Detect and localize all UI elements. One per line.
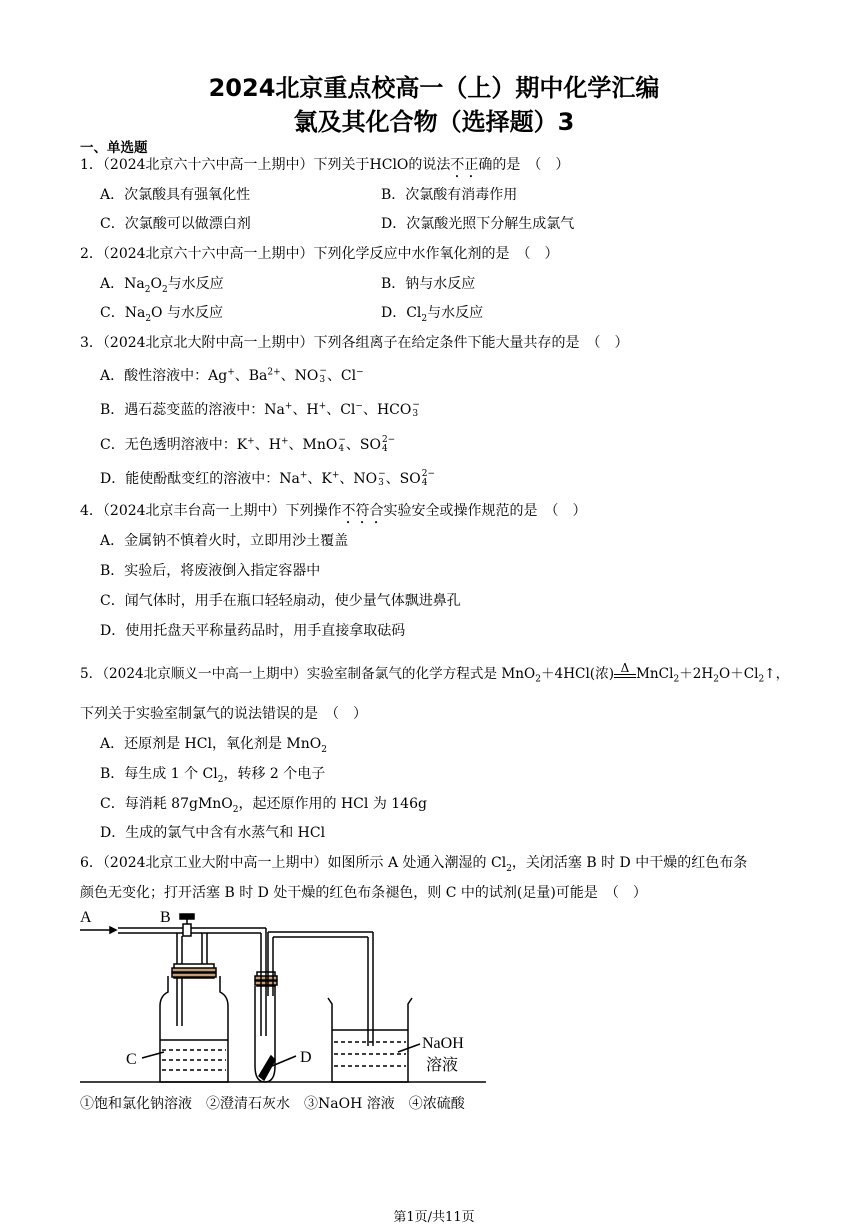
q5-option-c xyxy=(100,795,427,813)
q5a-text: A．还原剂是 HCl，氧化剂是 MnO xyxy=(100,736,322,752)
q3-option-b xyxy=(100,401,420,419)
q3a-index3: 3 xyxy=(319,375,326,385)
q3b-text: B．遇石蕊变蓝的溶液中：Na xyxy=(100,402,285,418)
q3c-ion2: 、H xyxy=(254,437,281,453)
q1-option-d: D．次氯酸光照下分解生成氯气 xyxy=(381,216,575,232)
q2-option-c xyxy=(100,304,223,322)
q2c-text: C．Na xyxy=(100,305,146,321)
q2a-sub2: 2 xyxy=(161,284,168,295)
q5-option-b xyxy=(100,765,325,783)
q5a-sub: 2 xyxy=(321,744,327,755)
q2d-sub: 2 xyxy=(421,313,428,324)
q5b-end: ，转移 2 个电子 xyxy=(223,766,326,782)
q3d-subsup4 xyxy=(422,470,435,488)
q3c-ion3: 、MnO xyxy=(288,437,338,453)
q1-option-a: A．次氯酸具有强氧化性 xyxy=(100,187,251,203)
q3b-charge3: − xyxy=(355,401,363,412)
q3-option-c xyxy=(100,436,395,454)
q4-stem-text: 4．（2024北京丰台高一上期中）下列操作 xyxy=(80,503,342,519)
q4-option-b: B．实验后，将废液倒入指定容器中 xyxy=(100,563,321,579)
q2-option-a xyxy=(100,275,224,293)
stopcock-b xyxy=(183,924,191,936)
q2-option-b: B．钠与水反应 xyxy=(381,276,476,292)
q3a-ion3: 、NO xyxy=(280,368,319,384)
q3d-text: D．能使酚酞变红的溶液中：Na xyxy=(100,471,300,487)
stopcock-handle xyxy=(180,914,194,919)
q3a-subsup3 xyxy=(319,367,327,385)
q3b-subsup4 xyxy=(412,401,420,419)
q3b-index4: 3 xyxy=(412,409,419,419)
q5-option-d: D．生成的氯气中含有水蒸气和 HCl xyxy=(100,825,326,841)
q5c-text: C．每消耗 87gMnO xyxy=(100,796,233,812)
q2a-sub1: 2 xyxy=(144,284,151,295)
q3d-ion4: 、SO xyxy=(385,471,421,487)
q2c-end: O 与水反应 xyxy=(151,305,223,321)
q3c-index4: 4 xyxy=(381,444,388,454)
q3c-text: C．无色透明溶液中：K xyxy=(100,437,248,453)
q2-option-d xyxy=(381,304,483,322)
q5-product1: MnCl xyxy=(636,666,674,682)
q1-stem-text: 1．（2024北京六十六中高一上期中）下列关于HClO的说法 xyxy=(80,157,451,173)
q3d-index4: 4 xyxy=(421,478,428,488)
q3-option-d xyxy=(100,470,435,488)
question-3-stem: 3．（2024北京北大附中高一上期中）下列各组离子在给定条件下能大量共存的是 （ ） xyxy=(80,335,629,351)
q4-option-c: C．闻气体时，用手在瓶口轻轻扇动，使少量气体飘进鼻孔 xyxy=(100,593,461,609)
q3d-charge2: + xyxy=(331,470,340,481)
question-5-stem-2: 下列关于实验室制氯气的说法错误的是 （ ） xyxy=(80,706,367,722)
q3b-charge1: + xyxy=(284,401,293,412)
label-b: B xyxy=(160,909,171,926)
question-6-stem xyxy=(80,854,747,872)
q3c-charge3: − xyxy=(338,435,346,445)
label-c: C xyxy=(126,1051,137,1068)
q5-stem-text: 5．（2024北京顺义一中高一上期中）实验室制备氯气的化学方程式是 MnO xyxy=(80,666,536,682)
question-6-stem-2: 颜色无变化；打开活塞 B 时 D 处干燥的红色布条褪色，则 C 中的试剂(足量)可能是 （ ） xyxy=(80,885,647,901)
q3d-charge3: − xyxy=(378,469,386,479)
q6-stem-end: ，关闭活塞 B 时 D 中干燥的红色布条 xyxy=(511,855,748,871)
q3c-ion4: 、SO xyxy=(345,437,381,453)
label-naoh: NaOH xyxy=(422,1035,464,1052)
q2c-sub: 2 xyxy=(145,313,152,324)
q5c-end: ，起还原作用的 HCl 为 146g xyxy=(238,796,427,812)
q2d-end: 与水反应 xyxy=(427,305,484,321)
page-footer: 第1页/共11页 xyxy=(393,1210,475,1225)
q3a-charge1: + xyxy=(227,367,235,378)
q3a-text: A．酸性溶液中：Ag xyxy=(100,368,228,384)
gas-bottle xyxy=(160,976,228,1082)
q3b-ion2: 、H xyxy=(292,402,319,418)
q2a-end: 与水反应 xyxy=(167,276,224,292)
q3c-subsup4 xyxy=(382,436,395,454)
q5c-sub: 2 xyxy=(232,804,239,815)
q2a-text: A．Na xyxy=(100,276,145,292)
question-4-stem xyxy=(80,502,587,527)
q3c-index3: 4 xyxy=(338,444,345,454)
q3c-subsup3 xyxy=(338,436,346,454)
q3b-ion4: 、HCO xyxy=(362,402,412,418)
q2d-text: D．Cl xyxy=(381,305,422,321)
q5b-text: B．每生成 1 个 Cl xyxy=(100,766,218,782)
q3b-charge2: + xyxy=(318,401,327,412)
q6-choices: ①饱和氯化钠溶液 ②澄清石灰水 ③NaOH 溶液 ④浓硫酸 xyxy=(80,1096,465,1112)
q5b-sub: 2 xyxy=(217,774,224,785)
q5-heat-symbol: Δ xyxy=(620,661,630,675)
q1-option-c: C．次氯酸可以做漂白剂 xyxy=(100,216,251,232)
q3a-charge3: − xyxy=(319,366,327,376)
q3a-ion4: 、Cl xyxy=(326,368,357,384)
q2a-mid: O xyxy=(150,276,162,292)
q5-sub3: 2 xyxy=(713,674,720,685)
q3d-charge4: 2− xyxy=(421,469,436,479)
q3d-ion2: 、K xyxy=(307,471,332,487)
question-1-stem xyxy=(80,156,569,181)
q1-emphasis: 不正 xyxy=(450,157,479,173)
q3a-charge2: 2+ xyxy=(267,367,281,378)
q4-option-a: A．金属钠不慎着火时，立即用沙土覆盖 xyxy=(100,533,349,549)
q5-product2: ＋2H xyxy=(679,666,714,682)
q4-option-d: D．使用托盘天平称量药品时，用手直接拿取砝码 xyxy=(100,623,406,639)
q5-gas-arrow: ↑， xyxy=(764,666,790,682)
q3d-ion3: 、NO xyxy=(339,471,378,487)
q1-option-b: B．次氯酸有消毒作用 xyxy=(381,187,518,203)
q3a-ion2: 、Ba xyxy=(234,368,268,384)
q3b-charge4: − xyxy=(412,400,420,410)
q3c-charge1: + xyxy=(247,436,255,447)
question-2-stem: 2．（2024北京六十六中高一上期中）下列化学反应中水作氧化剂的是 （ ） xyxy=(80,246,559,262)
inlet-arrow-head xyxy=(110,927,116,933)
q5-reactant: ＋4HCl(浓) xyxy=(540,666,614,682)
q5-option-a xyxy=(100,735,327,753)
q1-stem-end: 确的是 （ ） xyxy=(478,157,570,173)
q4-emphasis: 不符合 xyxy=(341,503,384,519)
q4-stem-end: 实验安全或操作规范的是 （ ） xyxy=(383,503,587,519)
q5-sub1: 2 xyxy=(535,674,541,685)
q3d-charge1: + xyxy=(299,470,308,481)
label-a: A xyxy=(80,909,92,926)
question-5-stem xyxy=(80,661,790,685)
q3a-charge4: − xyxy=(356,367,364,378)
doc-title: 2024北京重点校高一（上）期中化学汇编 xyxy=(208,74,660,102)
q5-product3: O＋Cl xyxy=(719,666,759,682)
q6-stem-text: 6．（2024北京工业大附中高一上期中）如图所示 A 处通入潮湿的 Cl xyxy=(80,855,507,871)
q3d-subsup3 xyxy=(378,470,386,488)
q5-sub4: 2 xyxy=(758,674,765,685)
label-solution: 溶液 xyxy=(426,1057,459,1074)
q3c-charge2: + xyxy=(280,436,289,447)
label-d: D xyxy=(300,1049,312,1066)
q3d-index3: 3 xyxy=(378,478,384,488)
q5-sub2: 2 xyxy=(673,674,680,685)
q3c-charge4: 2− xyxy=(381,435,396,445)
apparatus-diagram xyxy=(76,906,496,1086)
doc-subtitle: 氯及其化合物（选择题）3 xyxy=(293,108,575,136)
section-heading: 一、单选题 xyxy=(80,140,148,156)
q5-condition-arrow xyxy=(614,661,636,678)
q3-option-a xyxy=(100,367,364,385)
beaker xyxy=(328,998,412,1082)
q3b-ion3: 、Cl xyxy=(326,402,356,418)
q6-sub: 2 xyxy=(506,863,512,874)
